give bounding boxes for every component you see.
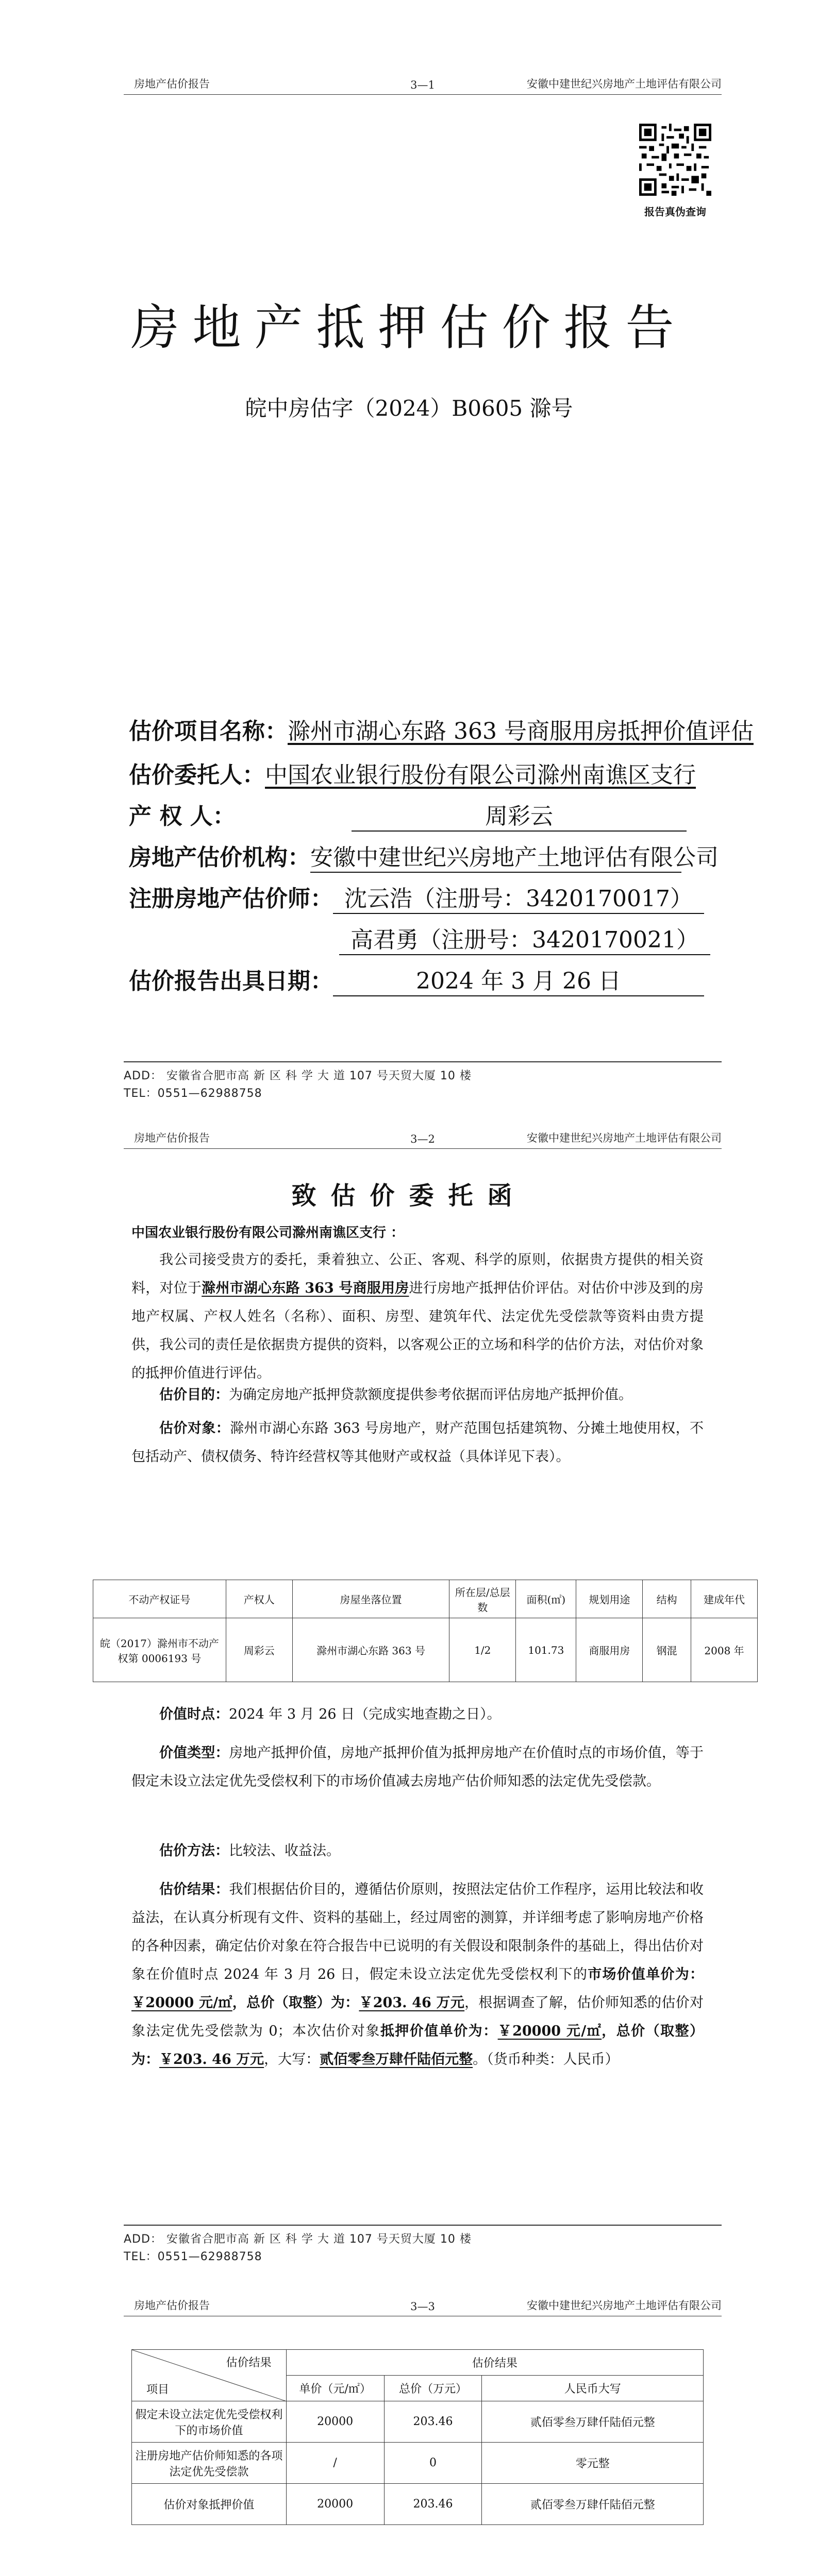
mortgage-unit-label: 抵押价值单价为： <box>380 2023 498 2039</box>
page-header <box>124 1131 722 1149</box>
table-header-row <box>93 1580 758 1618</box>
td-location: 滁州市湖心东路 363 号 <box>292 1618 449 1682</box>
footer-address: ADD： 安徽省合肥市高 新 区 科 学 大 道 107 号天贸大厦 10 楼 <box>124 1070 472 1082</box>
col-unit-header: 单价（元/㎡） <box>286 2376 384 2401</box>
issue-date-value: 2024 年 3 月 26 日 <box>333 968 704 996</box>
result-text-2: ，根据调查了解，估价师知悉的估价对象法定优先受偿款为 0；本次估价对象 <box>131 1995 704 2039</box>
result-label: 估价结果： <box>159 1882 229 1897</box>
page-footer <box>124 2225 722 2266</box>
header-page-number: 3—2 <box>410 1133 435 1145</box>
row-item: 假定未设立法定优先受偿权利下的市场价值 <box>132 2401 287 2443</box>
value-type-label: 价值类型： <box>159 1745 229 1761</box>
row-unit: 20000 <box>286 2401 384 2443</box>
letter-intro <box>131 1246 704 1387</box>
row-unit: 20000 <box>286 2484 384 2525</box>
footer-tel: TEL：0551—62988758 <box>124 1087 262 1100</box>
purpose-label: 估价目的： <box>159 1387 229 1403</box>
owner-label: 产 权 人： <box>129 803 236 829</box>
header-company: 安徽中建世纪兴房地产土地评估有限公司 <box>527 1132 722 1144</box>
intro-text-1: 我公司接受贵方的委托，秉着独立、公正、客观、科学的原则，依据贵方提供的相关资料，对位于 <box>131 1252 704 1296</box>
summary-header-row <box>132 2350 704 2376</box>
th-owner: 产权人 <box>226 1580 292 1618</box>
table-row <box>93 1618 758 1682</box>
diag-top-label: 估价结果 <box>226 2357 272 2369</box>
value-time-value: 2024 年 3 月 26 日（完成实地查勘之日）。 <box>229 1706 501 1722</box>
agency-label: 房地产估价机构： <box>129 844 310 871</box>
method-value: 比较法、收益法。 <box>229 1843 340 1859</box>
header-page-number: 3—3 <box>410 2300 435 2313</box>
client-label: 估价委托人： <box>129 762 265 788</box>
market-total-label: ，总价（取整）为： <box>232 1995 359 2011</box>
table-row <box>132 2401 704 2443</box>
intro-text-2: 进行房地产抵押估价评估。对估价中涉及到的房地产权属、产权人姓名（名称）、面积、房型、建筑年代、法定优先受偿款等资料由贵方提供，我公司的责任是依据贵方提供的资料，以客观公正的立场和科学的估价方法，对估价对象的抵押价值进行评估。 <box>131 1280 704 1381</box>
purpose-value: 为确定房地产抵押贷款额度提供参考依据而评估房地产抵押价值。 <box>229 1387 632 1403</box>
footer-address: ADD： 安徽省合肥市高 新 区 科 学 大 道 107 号天贸大厦 10 楼 <box>124 2233 472 2246</box>
value-type-value: 房地产抵押价值，房地产抵押价值为抵押房地产在价值时点的市场价值，等于假定未设立法定优先受偿权利下的市场价值减去房地产估价师知悉的法定优先受偿款。 <box>131 1745 704 1789</box>
th-area: 面积(㎡) <box>516 1580 576 1618</box>
method-label: 估价方法： <box>159 1843 229 1859</box>
td-area: 101.73 <box>516 1618 576 1682</box>
issue-date-label: 估价报告出具日期： <box>129 968 333 994</box>
row-unit: / <box>286 2443 384 2484</box>
appraiser-label: 注册房地产估价师： <box>129 886 333 912</box>
agency-value: 安徽中建世纪兴房地产土地评估有限公司 <box>310 844 681 873</box>
letter-title: 致估价委托函 <box>291 1181 527 1210</box>
value-time-paragraph <box>131 1700 704 1728</box>
header-page-number: 3—1 <box>410 79 435 91</box>
row-total: 0 <box>384 2443 482 2484</box>
report-title: 房地产抵押估价报告 <box>130 300 688 356</box>
report-number: 皖中房估字（2024）B0605 滁号 <box>245 396 573 421</box>
table-row <box>132 2443 704 2484</box>
td-floor: 1/2 <box>449 1618 516 1682</box>
market-total-price: ￥203. 46 万元 <box>359 1995 465 2011</box>
col-total-header: 总价（万元） <box>384 2376 482 2401</box>
project-name-value: 滁州市湖心东路 363 号商服用房抵押价值评估 <box>288 718 754 744</box>
row-item: 估价对象抵押价值 <box>132 2484 287 2525</box>
issue-date-line <box>129 966 722 997</box>
result-summary-table <box>131 2349 704 2525</box>
footer-tel: TEL：0551—62988758 <box>124 2250 262 2263</box>
td-use: 商服用房 <box>576 1618 643 1682</box>
th-use: 规划用途 <box>576 1580 643 1618</box>
value-time-label: 价值时点： <box>159 1706 229 1722</box>
project-name-label: 估价项目名称： <box>129 718 288 744</box>
diagonal-header-cell <box>132 2350 287 2401</box>
row-caps: 贰佰零叁万肆仟陆佰元整 <box>482 2401 704 2443</box>
header-left: 房地产估价报告 <box>134 78 210 90</box>
owner-line <box>129 801 722 832</box>
result-text-1: 我们根据估价目的，遵循估价原则，按照法定估价工作程序，运用比较法和收益法，在认真分析现有文件、资料的基础上，经过周密的测算，并详细考虑了影响房地产价格的各种因素，确定估价对象在符合报告中已说明的有关假设和限制条件的基础上，得出估价对象在价值时点 2024 年 3 月 26 日，假定未设立法定优先受偿权利下的 <box>131 1882 704 1982</box>
th-floor: 所在层/总层数 <box>449 1580 516 1618</box>
market-unit-price: ￥20000 元/㎡ <box>131 1995 232 2011</box>
header-company: 安徽中建世纪兴房地产土地评估有限公司 <box>527 78 722 90</box>
header-company: 安徽中建世纪兴房地产土地评估有限公司 <box>527 2299 722 2312</box>
project-name-line <box>129 716 754 747</box>
mortgage-unit-price: ￥20000 元/㎡ <box>497 2023 602 2039</box>
page-header <box>124 77 722 95</box>
agency-line <box>129 842 722 873</box>
result-paragraph <box>131 1875 704 2074</box>
client-line <box>129 760 722 791</box>
row-item: 注册房地产估价师知悉的各项法定优先受偿款 <box>132 2443 287 2484</box>
object-label: 估价对象： <box>159 1420 230 1436</box>
appraiser-1: 沈云浩（注册号：3420170017） <box>333 885 704 914</box>
appraiser-2: 高君勇（注册号：3420170021） <box>339 926 710 955</box>
client-value: 中国农业银行股份有限公司滁州南谯区支行 <box>265 762 696 788</box>
td-cert: 皖（2017）滁州市不动产权第 0006193 号 <box>93 1618 226 1682</box>
header-left: 房地产估价报告 <box>134 2299 210 2312</box>
caps-label: ，大写： <box>264 2052 320 2067</box>
col-caps-header: 人民币大写 <box>482 2376 704 2401</box>
th-cert: 不动产权证号 <box>93 1580 226 1618</box>
letter-addressee: 中国农业银行股份有限公司滁州南谯区支行 ： <box>131 1225 405 1241</box>
purpose-paragraph <box>131 1381 704 1409</box>
qr-code-label: 报告真伪查询 <box>644 206 706 218</box>
th-location: 房屋坐落位置 <box>292 1580 449 1618</box>
td-structure: 钢混 <box>643 1618 691 1682</box>
mortgage-caps: 贰佰零叁万肆仟陆佰元整 <box>320 2052 473 2067</box>
td-owner: 周彩云 <box>226 1618 292 1682</box>
appraiser-line-2 <box>129 925 722 956</box>
method-paragraph <box>131 1837 704 1865</box>
qr-code-icon[interactable] <box>639 124 711 196</box>
object-value: 滁州市湖心东路 363 号房地产，财产范围包括建筑物、分摊土地使用权，不包括动产、债权债务、特许经营权等其他财产或权益（具体详见下表）。 <box>131 1420 704 1465</box>
property-table <box>93 1580 758 1682</box>
table-row <box>132 2484 704 2525</box>
header-left: 房地产估价报告 <box>134 1132 210 1144</box>
value-type-paragraph <box>131 1739 704 1795</box>
mortgage-total-price: ￥203. 46 万元 <box>159 2052 264 2067</box>
appraiser-line <box>129 884 722 914</box>
diag-bottom-label: 项目 <box>146 2383 170 2396</box>
intro-property: 滁州市湖心东路 363 号商服用房 <box>202 1280 409 1296</box>
th-structure: 结构 <box>643 1580 691 1618</box>
row-caps: 零元整 <box>482 2443 704 2484</box>
row-total: 203.46 <box>384 2484 482 2525</box>
th-year: 建成年代 <box>691 1580 758 1618</box>
cover-page <box>0 0 818 1123</box>
special-notice <box>131 2571 704 2576</box>
object-paragraph <box>131 1414 704 1471</box>
owner-value: 周彩云 <box>352 803 687 832</box>
group-header: 估价结果 <box>286 2350 703 2376</box>
market-unit-label: 市场价值单价为： <box>588 1967 704 1982</box>
page-header <box>124 2299 722 2316</box>
row-total: 203.46 <box>384 2401 482 2443</box>
row-caps: 贰佰零叁万肆仟陆佰元整 <box>482 2484 704 2525</box>
mortgage-total-label: ，总价（取整）为： <box>131 2023 704 2067</box>
td-year: 2008 年 <box>691 1618 758 1682</box>
page-footer <box>124 1061 722 1103</box>
currency-note: 。（货币种类：人民币） <box>473 2052 619 2067</box>
